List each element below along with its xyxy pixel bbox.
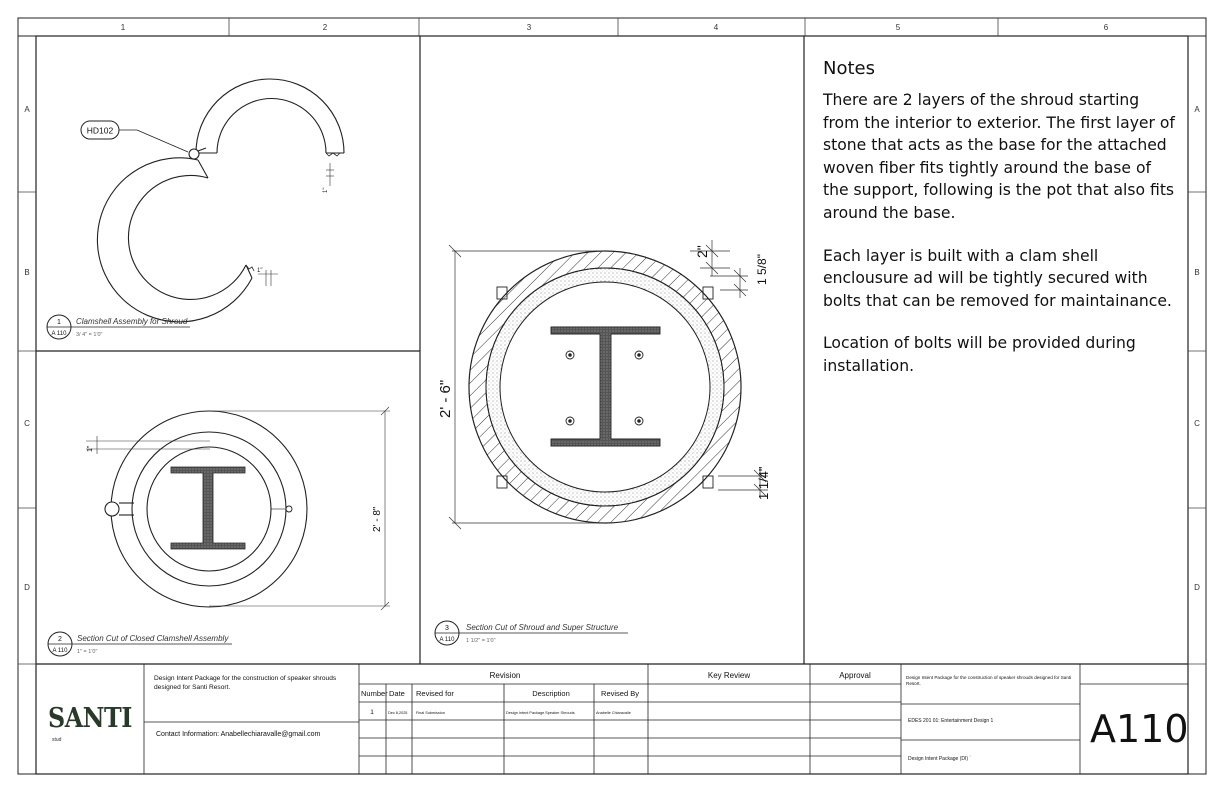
col-description: Description [532, 689, 570, 698]
detail-1-label [47, 315, 190, 339]
notes-paragraph-3: Location of bolts will be provided during installation. [823, 334, 1136, 375]
detail-3-scale: 1 1/2" = 1'0" [466, 638, 496, 644]
detail-1-dim-small: 1" [323, 187, 329, 193]
detail-2-scale: 1" = 1'0" [77, 649, 98, 655]
row-label: B [1194, 268, 1200, 277]
notes-paragraph-1: There are 2 layers of the shroud starting from the interior to exterior. The first layer of stone that acts as the base for the attached woven fiber fits tightly around the base of the support, following is the pot that also fits around the base. [823, 91, 1175, 222]
detail-2-title: Section Cut of Closed Clamshell Assembly [77, 634, 229, 643]
row-label: A [24, 105, 30, 114]
detail-1-sheet: A 110 [51, 331, 67, 337]
column-label: 5 [895, 23, 901, 32]
row-label: C [1194, 419, 1200, 428]
detail-1-number: 1 [57, 319, 61, 326]
detail-3-title: Section Cut of Shroud and Super Structure [466, 623, 619, 632]
row-label: D [24, 583, 30, 592]
detail-3-dim-top: 2" [694, 245, 710, 258]
detail-3-number: 3 [445, 625, 449, 632]
detail-2-i-beam [171, 467, 245, 549]
project-wrap [906, 675, 1078, 697]
detail-1-dim-small-b: 1" [257, 268, 263, 274]
approval-header: Approval [839, 671, 871, 680]
contact-text: Contact Information: Anabellechiaravalle@gmail.com [156, 731, 321, 738]
project-text: Design Intent Package for the construction of speaker shrouds designed for Santi Resort. [906, 675, 1072, 686]
detail-3-label [435, 621, 628, 645]
row-label: A [1194, 105, 1200, 114]
key-review-header: Key Review [707, 671, 751, 680]
column-label: 6 [1103, 23, 1109, 32]
tag-hd102-label: HD102 [86, 125, 114, 136]
detail-3-dim-height: 2' - 6" [437, 379, 454, 418]
tag-hd102 [81, 121, 188, 152]
row-label: B [24, 268, 30, 277]
course-text: EDES 201 01: Entertainment Design 1 [908, 718, 994, 724]
detail-1-title: Clamshell Assembly for Shroud [76, 317, 188, 326]
detail-3-dim-low: 1 1/4" [756, 466, 771, 500]
col-revised-for: Revised for [416, 689, 454, 698]
row-date: Dec 8,2025 [388, 711, 408, 715]
detail-2-sheet: A 110 [52, 648, 68, 654]
notes-paragraph-2: Each layer is built with a clam shell enclousure ad will be tightly secured with bolts that can be removed for maintainance. [823, 246, 1172, 310]
column-labels [121, 23, 1109, 32]
detail-2-label [48, 632, 232, 656]
column-label: 4 [713, 23, 719, 32]
column-label: 1 [120, 23, 126, 32]
row-description: Design Intent Package Speaker Shrouds [506, 711, 575, 715]
row-revised-for: Final Submission [416, 711, 445, 715]
column-label: 3 [526, 23, 532, 32]
santi-logo-sub: stud [52, 737, 62, 743]
notes-heading: Notes [823, 58, 875, 79]
col-number: Number [361, 689, 388, 698]
description-wrap [154, 674, 356, 704]
column-dividers [229, 18, 998, 36]
row-label: C [24, 419, 30, 428]
detail-1-scale: 3/ 4" = 1'0" [76, 332, 103, 338]
santi-logo: SANTI [48, 703, 132, 734]
package-text: Design Intent Package (DI) ` [908, 756, 972, 762]
col-date: Date [389, 689, 405, 698]
detail-3-section [469, 251, 741, 523]
row-revised-by: Anabelle Chiaravalle [596, 711, 631, 715]
notes-panel [823, 58, 1179, 398]
detail-1-clamshell [97, 79, 344, 322]
row-label: D [1194, 583, 1200, 592]
sheet-number: A110 [1090, 707, 1189, 751]
detail-3-dim-mid: 1 5/8" [755, 254, 769, 285]
description-text: Design Intent Package for the construction of speaker shrouds designed for Santi Resort. [154, 675, 337, 691]
detail-2-number: 2 [58, 636, 62, 643]
detail-3-sheet: A 110 [439, 637, 455, 643]
col-revised-by: Revised By [601, 689, 639, 698]
detail-2-dim-height: 2' - 8" [372, 506, 383, 532]
column-label: 2 [322, 23, 328, 32]
detail-2-dim-small: 1" [87, 445, 94, 452]
row-number: 1 [370, 709, 374, 716]
revision-header: Revision [489, 671, 521, 680]
detail-1-dims [258, 163, 334, 286]
